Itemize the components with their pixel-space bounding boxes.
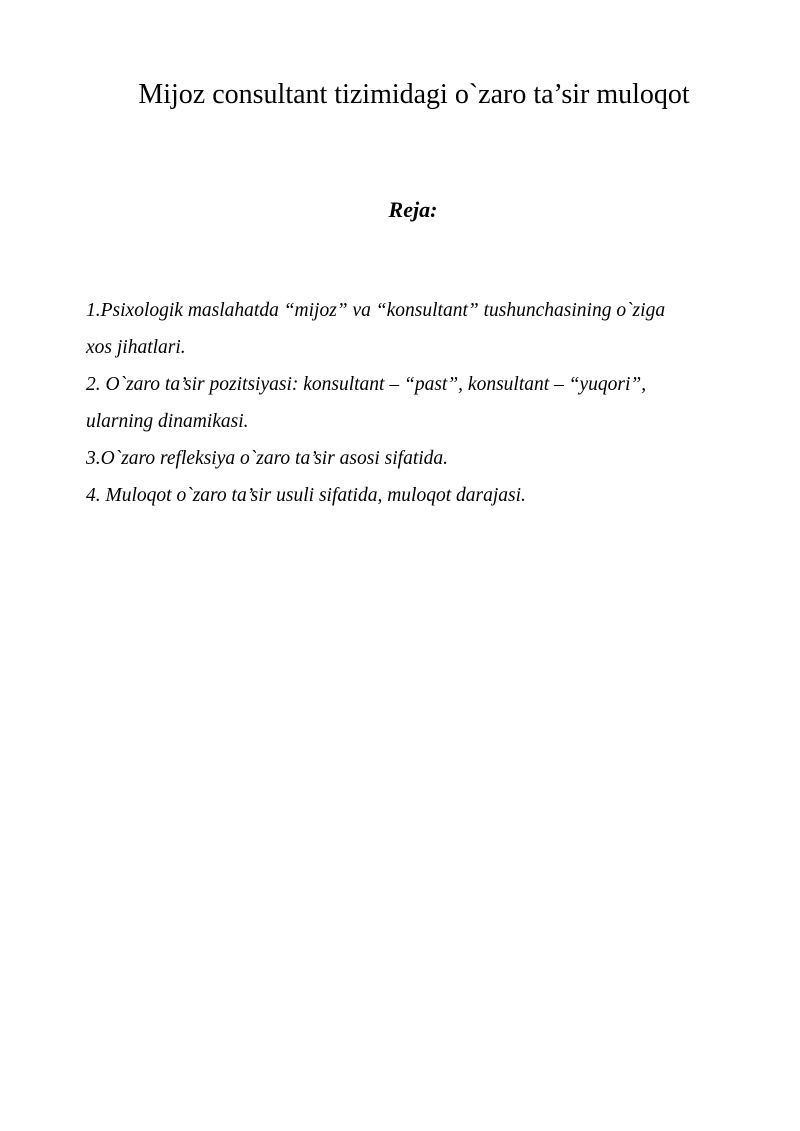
plan-item-3-line-1: 3.O`zaro refleksiya o`zaro ta’sir asosi sifatida. (86, 448, 449, 469)
plan-list (86, 292, 726, 514)
document-title: Mijoz consultant tizimidagi o`zaro ta’sir muloqot (138, 79, 690, 110)
plan-heading: Reja: (388, 197, 438, 222)
plan-item-2-line-1: 2. O`zaro ta’sir pozitsiyasi: konsultant – “past”, konsultant – “yuqori”, (86, 374, 647, 395)
plan-item-1-line-1: 1.Psixologik maslahatda “mijoz” va “konsultant” tushunchasining o`ziga (86, 300, 666, 321)
plan-item-2-line-2: ularning dinamikasi. (86, 411, 249, 432)
plan-item-1 (86, 292, 726, 366)
plan-item-1-line-2: xos jihatlari. (86, 337, 186, 358)
plan-item-4-line-1: 4. Muloqot o`zaro ta’sir usuli sifatida, muloqot darajasi. (86, 485, 526, 506)
plan-item-2 (86, 366, 726, 440)
plan-item-4 (86, 477, 726, 514)
plan-item-3 (86, 440, 726, 477)
